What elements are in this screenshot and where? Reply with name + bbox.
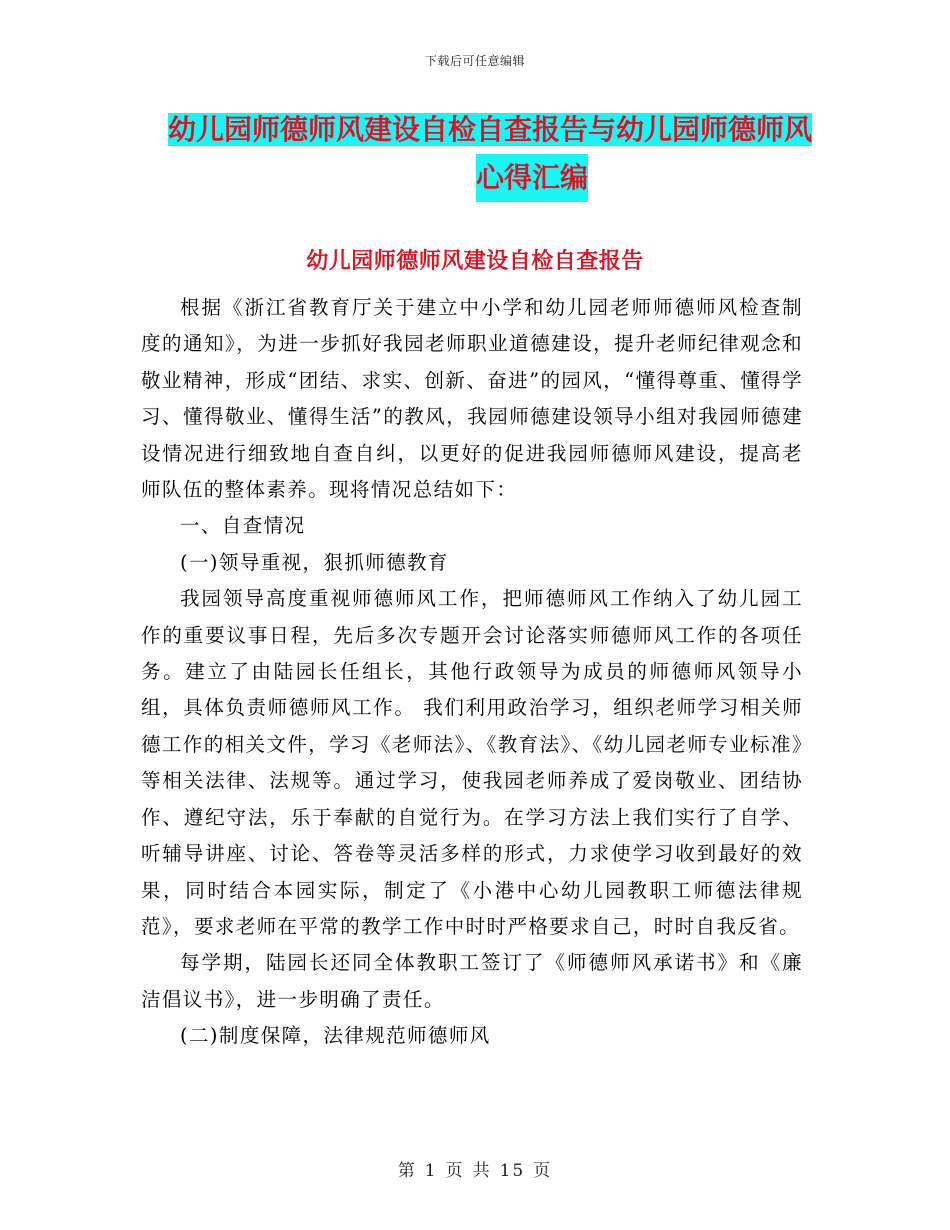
header-note: 下载后可任意编辑 [424,54,525,68]
section-title: 幼儿园师德师风建设自检自查报告 [306,249,644,274]
footer-prefix: 第 [397,1161,417,1181]
subheading-leadership: (一)领导重视，狠抓师德教育 [180,550,449,574]
document-body [141,290,803,1055]
document-title [140,106,840,202]
subheading-institutional: (二)制度保障，法律规范师德师风 [180,1024,491,1048]
heading-self-inspection: 一、自查情况 [180,514,306,538]
paragraph-intro: 根据《浙江省教育厅关于建立中小学和幼儿园老师师德师风检查制度的通知》，为进一步抓好我园老师职业道德建设，提升老师纪律观念和敬业精神，形成“团结、求实、创新、奋进”的园风，“懂得尊重、懂得学习、懂得敬业、懂得生活”的教风，我园师德建设领导小组对我园师德建设情况进行细致地自查自纠，以更好的促进我园师德师风建设，提高老师队伍的整体素养。现将情况总结如下： [141,296,803,502]
page-footer [0,1156,950,1181]
footer-page-word: 页 [445,1161,465,1181]
document-title-line-1: 幼儿园师德师风建设自检自查报告与幼儿园师德师风 [167,113,812,146]
footer-total-word: 共 [472,1161,492,1181]
current-page-number: 1 [424,1161,438,1181]
document-title-line-2: 心得汇编 [476,154,588,202]
footer-suffix: 页 [533,1161,553,1181]
paragraph-commitment: 每学期，陆园长还同全体教职工签订了《师德师风承诺书》和《廉洁倡议书》，进一步明确了责任。 [141,951,803,1011]
total-pages-number: 15 [499,1161,526,1181]
paragraph-leadership: 我园领导高度重视师德师风工作，把师德师风工作纳入了幼儿园工作的重要议事日程，先后多次专题开会讨论落实师德师风工作的各项任务。建立了由陆园长任组长，其他行政领导为成员的师德师风领导小组，具体负责师德师风工作。 我们利用政治学习，组织老师学习相关师德工作的相关文件，学习《老师法》、《教育法》、《幼儿园老师专业标准》等相关法律、法规等。通过学习，使我园老师养成了爱岗敬业、团结协作、遵纪守法，乐于奉献的自觉行为。在学习方法上我们实行了自学、听辅导讲座、讨论、答卷等灵活多样的形式，力求使学习收到最好的效果，同时结合本园实际，制定了《小港中心幼儿园教职工师德法律规范》，要求老师在平常的教学工作中时时严格要求自己，时时自我反省。 [141,587,803,938]
